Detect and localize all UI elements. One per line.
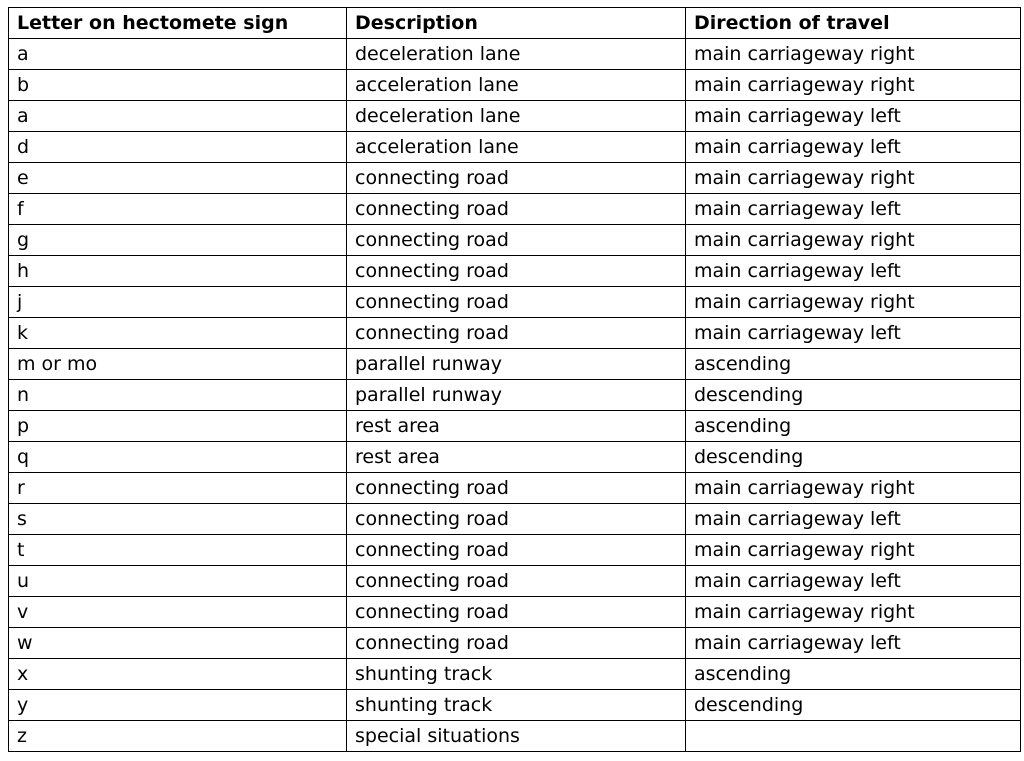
cell-description: parallel runway — [347, 380, 686, 411]
cell-direction: descending — [686, 380, 1021, 411]
cell-direction: main carriageway right — [686, 287, 1021, 318]
table-row — [9, 690, 1021, 721]
cell-description: acceleration lane — [347, 132, 686, 163]
cell-description: connecting road — [347, 318, 686, 349]
cell-description: acceleration lane — [347, 70, 686, 101]
header-letter: Letter on hectomete sign — [9, 8, 347, 39]
cell-direction: main carriageway left — [686, 132, 1021, 163]
table-row — [9, 101, 1021, 132]
header-description: Description — [347, 8, 686, 39]
cell-description: connecting road — [347, 535, 686, 566]
table-row — [9, 349, 1021, 380]
cell-description: rest area — [347, 411, 686, 442]
cell-direction: main carriageway right — [686, 70, 1021, 101]
cell-letter: d — [9, 132, 347, 163]
cell-letter: j — [9, 287, 347, 318]
table-row — [9, 721, 1021, 752]
cell-letter: r — [9, 473, 347, 504]
cell-letter: h — [9, 256, 347, 287]
cell-letter: t — [9, 535, 347, 566]
header-direction: Direction of travel — [686, 8, 1021, 39]
cell-letter: m or mo — [9, 349, 347, 380]
cell-direction: main carriageway left — [686, 628, 1021, 659]
cell-direction — [686, 721, 1021, 752]
cell-description: connecting road — [347, 256, 686, 287]
cell-letter: q — [9, 442, 347, 473]
cell-letter: g — [9, 225, 347, 256]
cell-description: connecting road — [347, 628, 686, 659]
table-row — [9, 597, 1021, 628]
cell-letter: e — [9, 163, 347, 194]
cell-letter: x — [9, 659, 347, 690]
table-row — [9, 194, 1021, 225]
cell-description: rest area — [347, 442, 686, 473]
cell-direction: main carriageway right — [686, 163, 1021, 194]
cell-letter: a — [9, 101, 347, 132]
cell-letter: n — [9, 380, 347, 411]
cell-letter: z — [9, 721, 347, 752]
table-row — [9, 318, 1021, 349]
cell-description: deceleration lane — [347, 39, 686, 70]
table-row — [9, 287, 1021, 318]
cell-letter: p — [9, 411, 347, 442]
cell-description: connecting road — [347, 194, 686, 225]
table-row — [9, 535, 1021, 566]
table-row — [9, 628, 1021, 659]
table-row — [9, 163, 1021, 194]
cell-direction: main carriageway left — [686, 318, 1021, 349]
cell-direction: main carriageway left — [686, 566, 1021, 597]
cell-direction: main carriageway left — [686, 194, 1021, 225]
cell-letter: a — [9, 39, 347, 70]
cell-direction: main carriageway right — [686, 225, 1021, 256]
cell-direction: main carriageway left — [686, 101, 1021, 132]
cell-direction: ascending — [686, 349, 1021, 380]
cell-description: shunting track — [347, 690, 686, 721]
table-row — [9, 256, 1021, 287]
table-row — [9, 39, 1021, 70]
cell-direction: main carriageway left — [686, 256, 1021, 287]
cell-description: shunting track — [347, 659, 686, 690]
table-row — [9, 659, 1021, 690]
cell-direction: ascending — [686, 659, 1021, 690]
cell-direction: main carriageway left — [686, 504, 1021, 535]
cell-letter: u — [9, 566, 347, 597]
cell-direction: descending — [686, 690, 1021, 721]
table-row — [9, 442, 1021, 473]
cell-letter: s — [9, 504, 347, 535]
cell-direction: ascending — [686, 411, 1021, 442]
cell-description: connecting road — [347, 163, 686, 194]
cell-description: connecting road — [347, 473, 686, 504]
cell-direction: main carriageway right — [686, 39, 1021, 70]
cell-letter: b — [9, 70, 347, 101]
cell-letter: v — [9, 597, 347, 628]
table-row — [9, 473, 1021, 504]
cell-direction: main carriageway right — [686, 535, 1021, 566]
table-row — [9, 411, 1021, 442]
cell-letter: w — [9, 628, 347, 659]
cell-letter: f — [9, 194, 347, 225]
table-row — [9, 132, 1021, 163]
cell-direction: main carriageway right — [686, 597, 1021, 628]
cell-description: connecting road — [347, 287, 686, 318]
cell-description: connecting road — [347, 597, 686, 628]
table-row — [9, 504, 1021, 535]
cell-description: connecting road — [347, 504, 686, 535]
cell-description: connecting road — [347, 566, 686, 597]
hectometer-sign-table — [8, 7, 1021, 752]
table-header — [9, 8, 1021, 39]
hectometer-sign-table-container — [8, 7, 1020, 752]
cell-description: connecting road — [347, 225, 686, 256]
cell-letter: y — [9, 690, 347, 721]
table-row — [9, 225, 1021, 256]
table-row — [9, 566, 1021, 597]
cell-direction: descending — [686, 442, 1021, 473]
cell-description: deceleration lane — [347, 101, 686, 132]
table-body — [9, 39, 1021, 752]
table-row — [9, 70, 1021, 101]
header-row — [9, 8, 1021, 39]
cell-direction: main carriageway right — [686, 473, 1021, 504]
cell-letter: k — [9, 318, 347, 349]
cell-description: special situations — [347, 721, 686, 752]
cell-description: parallel runway — [347, 349, 686, 380]
table-row — [9, 380, 1021, 411]
